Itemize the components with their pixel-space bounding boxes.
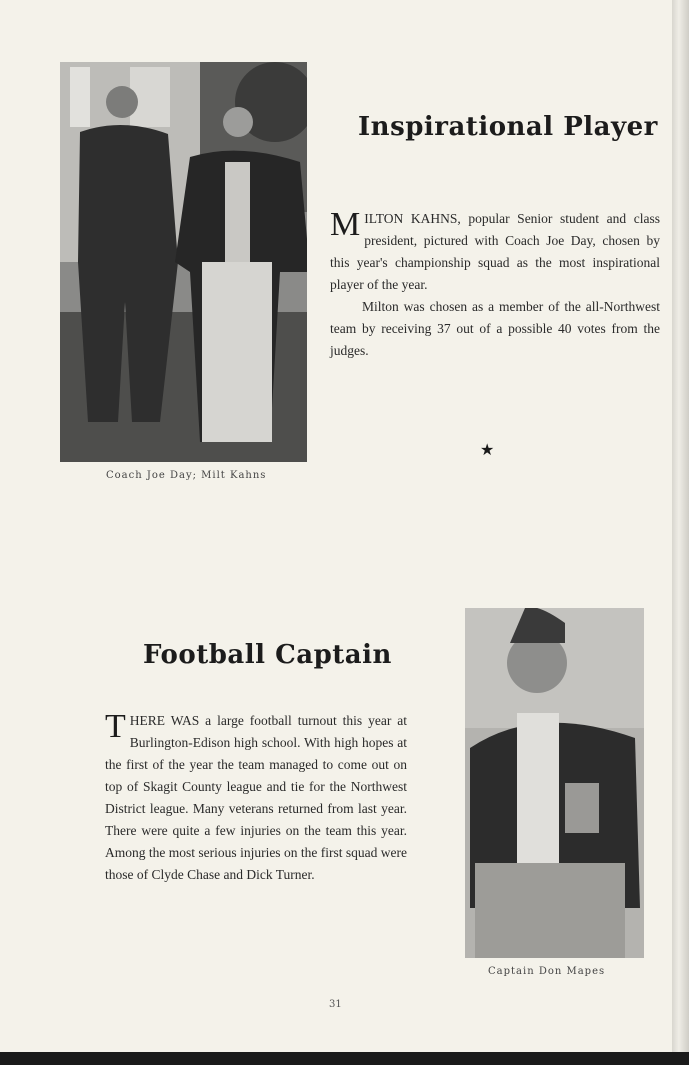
story-football-captain (105, 710, 407, 886)
bottom-edge (0, 1052, 689, 1065)
photo-caption-captain: Captain Don Mapes (488, 966, 606, 977)
page-number: 31 (329, 999, 342, 1010)
story-2-paragraph-1: HERE WAS a large football turnout this year at Burlington-Edison high school. With high hopes at the first of the year the team managed to come out on top of Skagit County league and tie for the Northwest District league. Many veterans returned from last year. There were quite a few injuries on the team this year. Among the most serious injuries on the first squad were those of Clyde Chase and Dick Turner. (105, 713, 407, 882)
page-edge (672, 0, 689, 1065)
story-1-paragraph-1: ILTON KAHNS, popular Senior student and class president, pictured with Coach Joe Day, chosen by this year's championship squad as the most inspirational player of the year. (330, 211, 660, 292)
heading-inspirational-player: Inspirational Player (358, 112, 658, 142)
photo-captain (465, 608, 644, 958)
star-ornament: ★ (480, 440, 495, 459)
dropcap-m: M (330, 206, 361, 243)
story-1-paragraph-2: Milton was chosen as a member of the all-Northwest team by receiving 37 out of a possible 40 votes from the judges. (330, 299, 660, 358)
story-inspirational-player (330, 208, 660, 362)
heading-football-captain: Football Captain (143, 640, 392, 670)
photo-caption-coach-player: Coach Joe Day; Milt Kahns (106, 470, 267, 481)
photo-coach-and-player (60, 62, 307, 462)
dropcap-t: T (105, 708, 126, 745)
